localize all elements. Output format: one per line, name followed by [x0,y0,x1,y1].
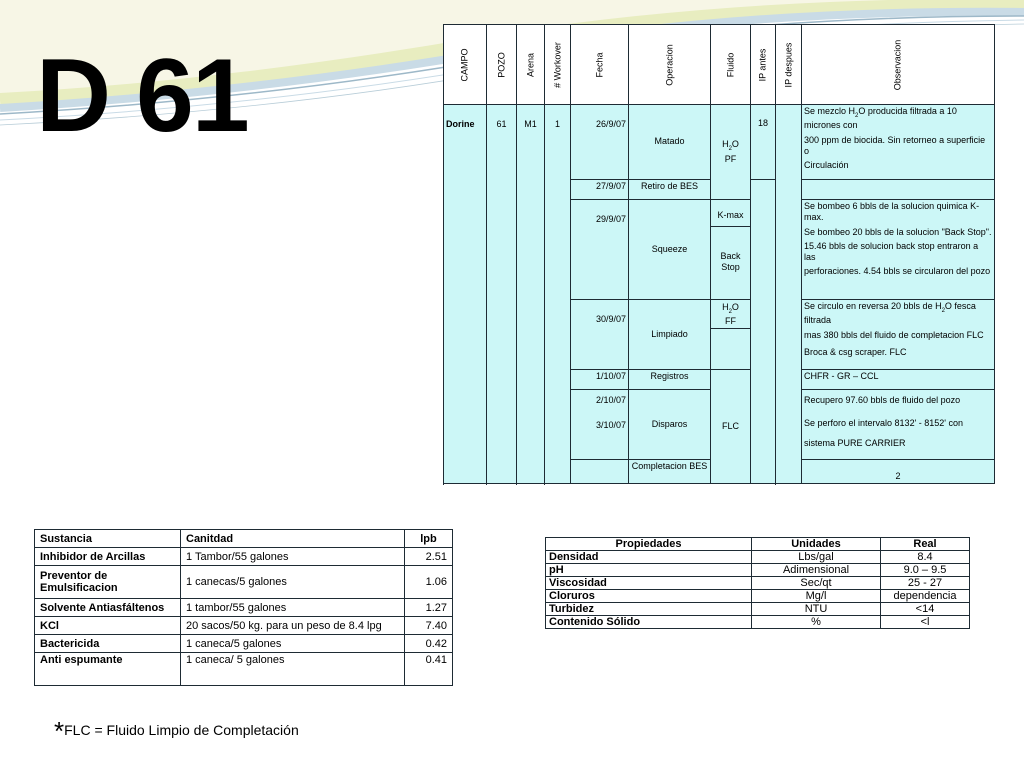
cell-operacion: Disparos [629,390,711,460]
header-lpb: lpb [405,530,453,548]
prop-unit: Adimensional [752,564,881,577]
table-row [546,616,970,629]
sustancia-qty: 1 caneca/ 5 galones [181,653,405,686]
sustancia-name: Solvente Antiasfáltenos [35,599,181,617]
cell-fecha-empty [571,460,629,484]
cell-fecha: 27/9/07 [571,180,629,200]
cell-operacion: Completacion BES [629,460,711,484]
cell-fecha: 26/9/07 [571,105,629,180]
header-real: Real [881,538,970,551]
cell-observacion [802,105,995,180]
prop-real: 25 - 27 [881,577,970,590]
sustancia-lpb: 1.27 [405,599,453,617]
obs-text: perforaciones. 4.54 bbls se circularon del pozo [804,266,991,277]
obs-text: 15.46 bbls de solucion back stop entraron a las [804,240,979,262]
fluido-backstop: Back Stop [720,251,741,273]
prop-unit: % [752,616,881,629]
cell-observacion-empty [802,180,995,200]
prop-unit: Mg/l [752,590,881,603]
cell-observacion [802,390,995,460]
sustancia-lpb: 7.40 [405,617,453,635]
prop-real: 9.0 – 9.5 [881,564,970,577]
sustancia-lpb: 0.41 [405,653,453,686]
propiedades-table [545,537,970,629]
obs-text: mas 380 bbls del fluido de completacion FLC [804,329,984,340]
cell-ip-despues-spacer [776,105,802,484]
table-row [546,577,970,590]
obs-text: Se circulo en reversa 20 bbls de $H_2O$ fesca filtrada [804,301,976,326]
table-row [35,566,453,599]
sustancias-header-row [35,530,453,548]
sustancia-lpb: 0.42 [405,635,453,653]
cell-operacion: Matado [629,105,711,180]
cell-ip-antes: 18 [751,105,776,180]
header-workover: # Workover [545,25,571,105]
cell-operacion: Limpiado [629,300,711,370]
obs-text: Se bombeo 20 bbls de la solucion "Back Stop". [804,226,992,237]
table-row [35,599,453,617]
prop-name: Viscosidad [546,577,752,590]
cell-pozo: 61 [487,105,517,484]
prop-name: Cloruros [546,590,752,603]
fecha-text: 2/10/07 [595,395,626,405]
cell-fluido-flc: FLC [711,370,751,484]
workover-table [443,24,995,484]
sustancia-qty: 1 Tambor/55 galones [181,548,405,566]
footnote-star: * [54,716,65,746]
obs-text: Se perforo el intervalo 8132' - 8152' con [804,418,964,429]
obs-text: sistema PURE CARRIER [804,437,906,448]
header-fecha: Fecha [571,25,629,105]
table-row [546,603,970,616]
table-row [35,548,453,566]
prop-unit: Lbs/gal [752,551,881,564]
cell-fecha: 30/9/07 [571,300,629,370]
cell-observacion [802,300,995,370]
sustancia-qty: 1 tambor/55 galones [181,599,405,617]
sustancia-qty: 1 canecas/5 galones [181,566,405,599]
table-row [35,653,453,686]
header-sustancia: Sustancia [35,530,181,548]
fluido-h2o-ff: $H_2O$ FF [711,300,750,329]
prop-unit: Sec/qt [752,577,881,590]
table-row [35,635,453,653]
cell-observacion: CHFR - GR – CCL [802,370,995,390]
cell-fecha [571,390,629,460]
fluido-kmax: K-max [711,200,750,227]
prop-unit: NTU [752,603,881,616]
header-cantidad: Canitdad [181,530,405,548]
header-campo: CAMPO [444,25,487,105]
prop-real: <l [881,616,970,629]
obs-text: 300 ppm de biocida. Sin retorneo a superficie o [804,134,986,156]
cell-fecha: 29/9/07 [571,200,629,300]
footnote [54,716,299,753]
prop-name: Contenido Sólido [546,616,752,629]
sustancia-qty: 1 caneca/5 galones [181,635,405,653]
prop-name: pH [546,564,752,577]
cell-fluido: $H_2O$ PF [711,105,751,200]
header-fluido: Fluido [711,25,751,105]
obs-text: Se mezclo $H_2O$ producida filtrada a 10 micrones con [804,106,957,131]
cell-workover-no: 1 [545,105,571,484]
obs-text: Circulación [804,160,849,171]
sustancia-name: KCl [35,617,181,635]
table-row [35,617,453,635]
propiedades-header-row [546,538,970,551]
obs-text: Broca & csg scraper. FLC [804,346,907,357]
cell-operacion: Retiro de BES [629,180,711,200]
sustancia-name: Bactericida [35,635,181,653]
prop-real: 8.4 [881,551,970,564]
sustancia-name: Preventor de Emulsificacion [35,566,181,599]
sustancia-lpb: 1.06 [405,566,453,599]
slide-title: D 61 [36,38,248,154]
header-arena: Arena [517,25,545,105]
cell-observacion [802,200,995,300]
cell-operacion: Registros [629,370,711,390]
cell-ip-antes-spacer [751,180,776,484]
header-ip-antes: IP antes [751,25,776,105]
prop-name: Turbidez [546,603,752,616]
obs-text: Se bombeo 6 bbls de la solucion quimica K-max. [804,201,980,223]
header-propiedades: Propiedades [546,538,752,551]
cell-fluido [711,200,751,300]
obs-text: Recupero 97.60 bbls de fluido del pozo [804,395,961,405]
footnote-text: FLC = Fluido Limpio de Completación [64,722,299,738]
cell-arena: M1 [517,105,545,484]
sustancia-name: Inhibidor de Arcillas [35,548,181,566]
sustancia-qty: 20 sacos/50 kg. para un peso de 8.4 lpg [181,617,405,635]
header-pozo: POZO [487,25,517,105]
cell-fluido [711,300,751,370]
cell-ip-despues: 2 [802,460,995,484]
cell-fecha: 1/10/07 [571,370,629,390]
table-row [546,590,970,603]
sustancia-name: Anti espumante [35,653,181,686]
table-row [546,564,970,577]
prop-real: <14 [881,603,970,616]
header-unidades: Unidades [752,538,881,551]
header-observacion: Observacion [802,25,995,105]
prop-real: dependencia [881,590,970,603]
cell-campo: Dorine [444,105,487,484]
sustancia-lpb: 2.51 [405,548,453,566]
header-ip-despues: IP despues [776,25,802,105]
header-operacion: Operacion [629,25,711,105]
table-row [546,551,970,564]
cell-operacion: Squeeze [629,200,711,300]
sustancias-table [34,529,453,686]
prop-name: Densidad [546,551,752,564]
workover-header-row [444,25,995,105]
fecha-text: 3/10/07 [595,420,626,431]
